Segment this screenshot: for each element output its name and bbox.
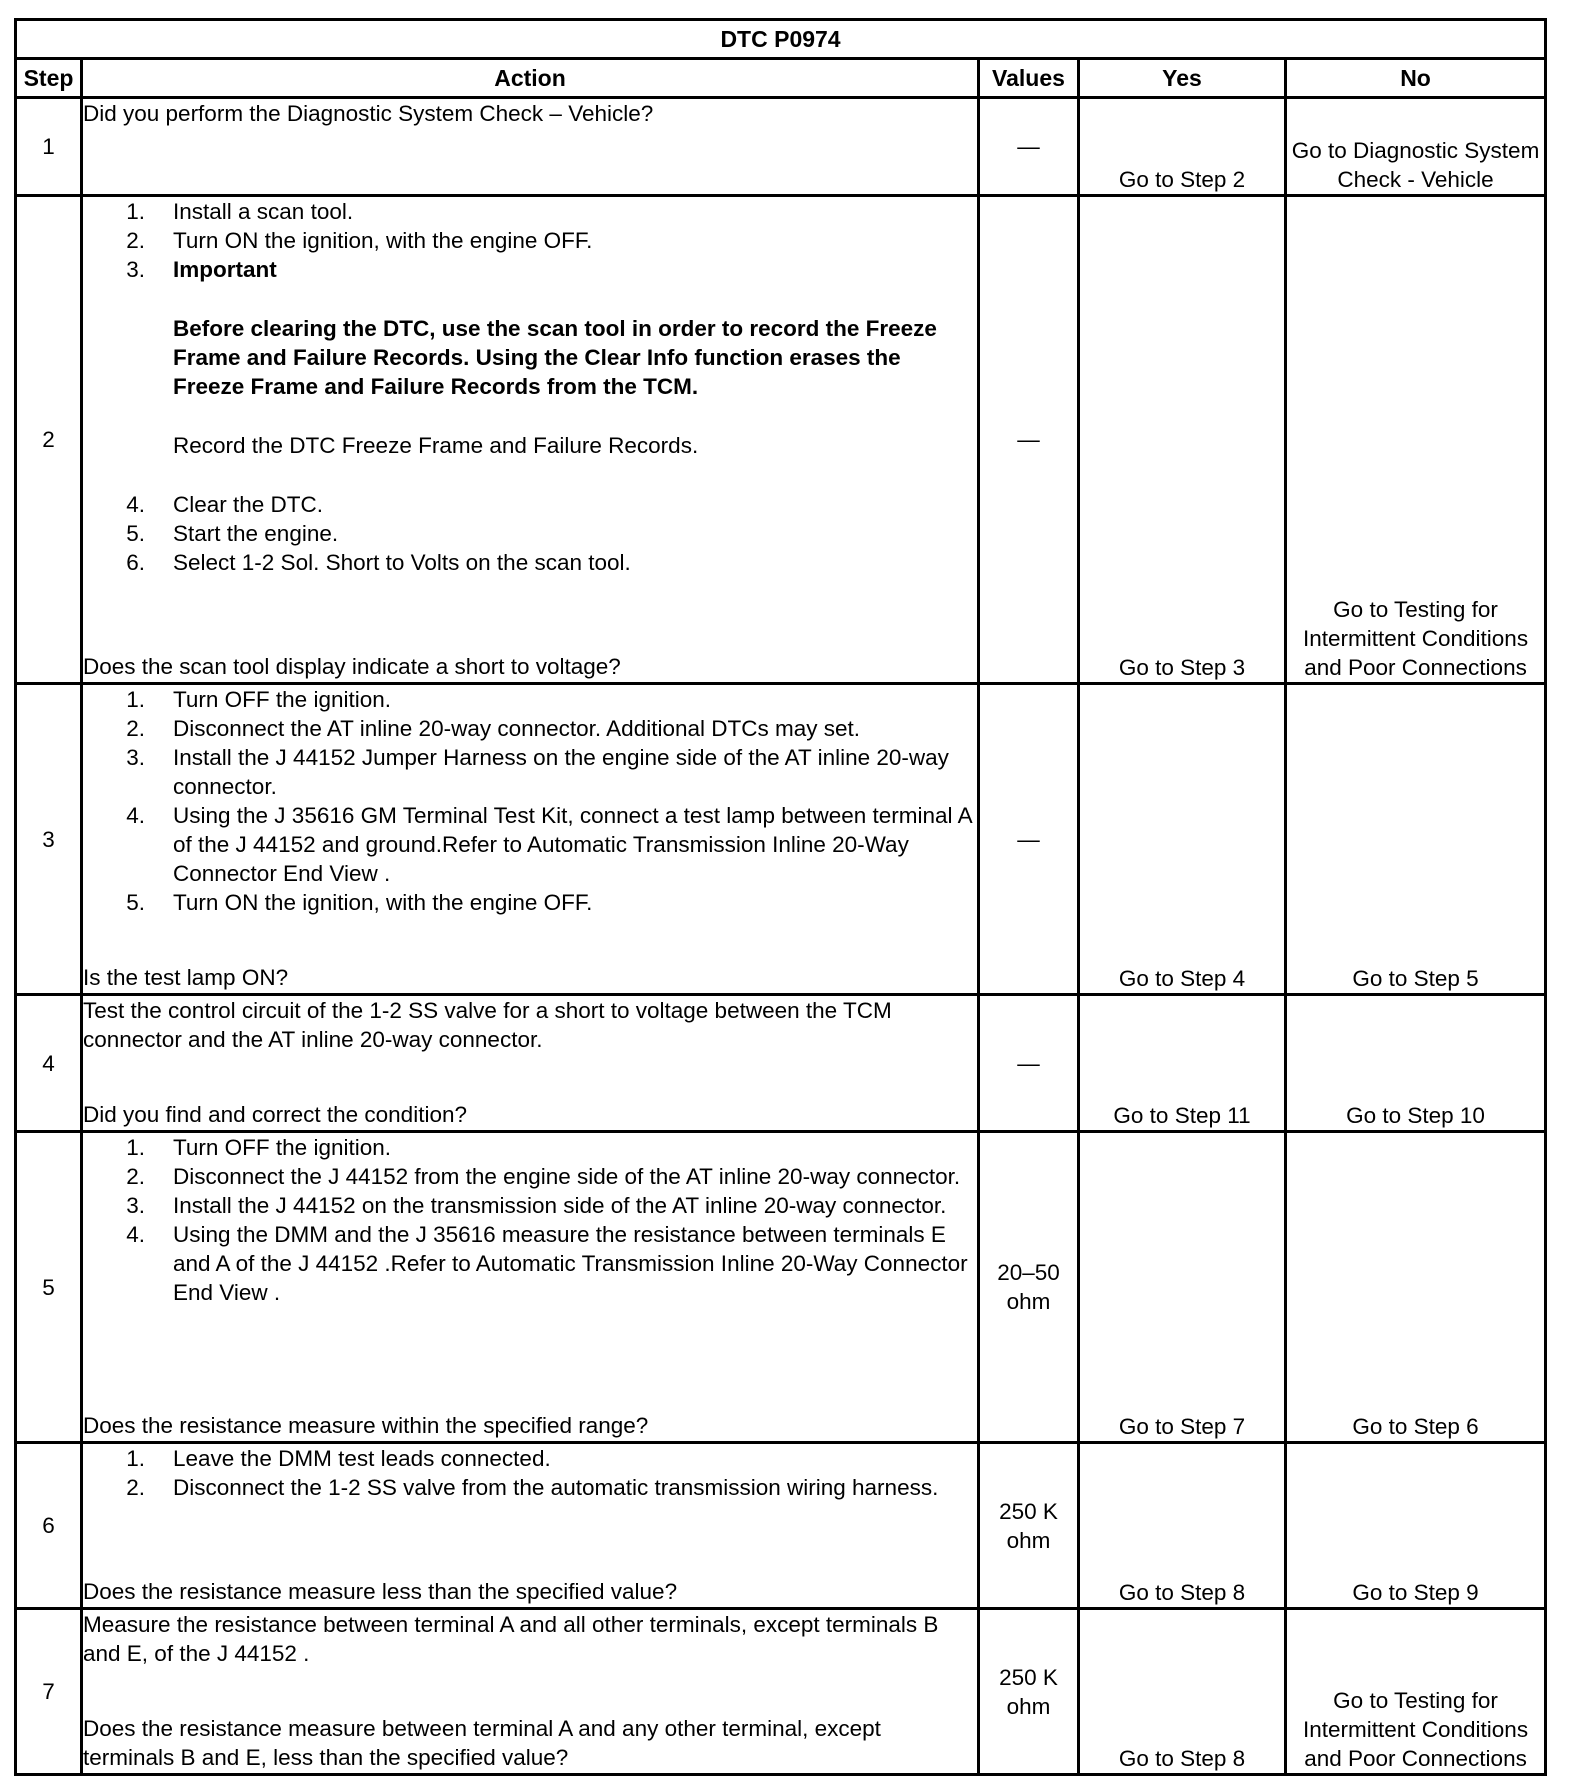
header-yes: Yes [1079, 59, 1286, 98]
list-item: 5. Start the engine. [126, 521, 339, 546]
list-item: 3. Important [126, 257, 277, 282]
step-number: 7 [16, 1609, 82, 1775]
table-row [16, 1132, 1546, 1443]
yes-cell: Go to Step 3 [1079, 196, 1286, 684]
no-cell: Go to Step 6 [1286, 1132, 1546, 1443]
header-no: No [1286, 59, 1546, 98]
step-list [83, 197, 977, 284]
value-cell: 250 K ohm [979, 1609, 1079, 1775]
step-number: 5 [16, 1132, 82, 1443]
action-intro: Measure the resistance between terminal A and all other terminals, except terminals B and E, of the J 44152 . [83, 1612, 939, 1666]
no-cell: Go to Testing for Intermittent Conditions and Poor Connections [1286, 1609, 1546, 1775]
table-row [16, 196, 1546, 684]
table-row [16, 684, 1546, 995]
list-item: 3. Install the J 44152 Jumper Harness on the engine side of the AT inline 20-way connector. [126, 745, 949, 799]
no-cell: Go to Step 9 [1286, 1443, 1546, 1609]
list-item: 2. Disconnect the J 44152 from the engine side of the AT inline 20-way connector. [126, 1164, 961, 1189]
yes-cell: Go to Step 8 [1079, 1443, 1286, 1609]
table-title: DTC P0974 [16, 20, 1546, 59]
step-number: 2 [16, 196, 82, 684]
action-cell [82, 1443, 979, 1609]
list-item: 2. Disconnect the AT inline 20-way connector. Additional DTCs may set. [126, 716, 861, 741]
important-note [83, 284, 977, 490]
header-step: Step [16, 59, 82, 98]
step-number: 6 [16, 1443, 82, 1609]
action-question: Is the test lamp ON? [83, 965, 289, 990]
action-question: Does the resistance measure within the specified range? [83, 1413, 649, 1438]
step-list [83, 685, 977, 917]
step-list [83, 490, 977, 577]
action-question: Does the resistance measure between terminal A and any other terminal, except terminals B and E, less than the specified value? [83, 1716, 881, 1770]
header-values: Values [979, 59, 1079, 98]
value-cell: — [979, 684, 1079, 995]
list-item: 1. Turn OFF the ignition. [126, 687, 392, 712]
table-row [16, 1609, 1546, 1775]
action-cell [82, 1132, 979, 1443]
action-intro: Test the control circuit of the 1-2 SS valve for a short to voltage between the TCM connector and the AT inline 20-way connector. [83, 998, 892, 1052]
important-instruction: Record the DTC Freeze Frame and Failure Records. [173, 433, 699, 458]
step-number: 1 [16, 98, 82, 196]
action-cell [82, 1609, 979, 1775]
step-list [83, 1133, 977, 1307]
action-question: Does the scan tool display indicate a short to voltage? [83, 654, 621, 679]
header-row [16, 59, 1546, 98]
list-item: 5. Turn ON the ignition, with the engine OFF. [126, 890, 593, 915]
yes-cell: Go to Step 11 [1079, 995, 1286, 1132]
action-intro: Did you perform the Diagnostic System Check – Vehicle? [83, 101, 654, 126]
action-cell [82, 98, 979, 196]
list-item: 4. Using the DMM and the J 35616 measure the resistance between terminals E and A of the J 44152 .Refer to Automatic Transmission Inline 20-Way Connector End View . [126, 1222, 968, 1305]
table-row [16, 98, 1546, 196]
list-item: 4. Using the J 35616 GM Terminal Test Kit, connect a test lamp between terminal A of the J 44152 and ground.Refer to Automatic Transmission Inline 20-Way Connector End View . [126, 803, 972, 886]
dtc-table [14, 18, 1547, 1776]
yes-cell: Go to Step 4 [1079, 684, 1286, 995]
no-cell: Go to Step 10 [1286, 995, 1546, 1132]
list-item: 2. Disconnect the 1-2 SS valve from the automatic transmission wiring harness. [126, 1475, 939, 1500]
list-item: 4. Clear the DTC. [126, 492, 324, 517]
yes-cell: Go to Step 8 [1079, 1609, 1286, 1775]
list-item: 6. Select 1-2 Sol. Short to Volts on the scan tool. [126, 550, 631, 575]
step-number: 3 [16, 684, 82, 995]
list-item: 3. Install the J 44152 on the transmission side of the AT inline 20-way connector. [126, 1193, 947, 1218]
table-row [16, 995, 1546, 1132]
step-list [83, 1444, 977, 1502]
action-cell [82, 684, 979, 995]
list-item: 2. Turn ON the ignition, with the engine OFF. [126, 228, 593, 253]
list-item: 1. Leave the DMM test leads connected. [126, 1446, 551, 1471]
action-question: Does the resistance measure less than the specified value? [83, 1579, 678, 1604]
action-cell [82, 995, 979, 1132]
header-action: Action [82, 59, 979, 98]
table-row [16, 1443, 1546, 1609]
value-cell: — [979, 995, 1079, 1132]
action-question: Did you find and correct the condition? [83, 1102, 467, 1127]
no-cell: Go to Step 5 [1286, 684, 1546, 995]
value-cell: — [979, 98, 1079, 196]
list-item: 1. Install a scan tool. [126, 199, 354, 224]
action-cell [82, 196, 979, 684]
yes-cell: Go to Step 2 [1079, 98, 1286, 196]
yes-cell: Go to Step 7 [1079, 1132, 1286, 1443]
value-cell: 250 K ohm [979, 1443, 1079, 1609]
value-cell: 20–50 ohm [979, 1132, 1079, 1443]
important-warning: Before clearing the DTC, use the scan tool in order to record the Freeze Frame and Failure Records. Using the Clear Info function erases the Freeze Frame and Failure Records from the TCM. [173, 316, 937, 399]
no-cell: Go to Testing for Intermittent Conditions and Poor Connections [1286, 196, 1546, 684]
value-cell: — [979, 196, 1079, 684]
list-item: 1. Turn OFF the ignition. [126, 1135, 392, 1160]
no-cell: Go to Diagnostic System Check - Vehicle [1286, 98, 1546, 196]
step-number: 4 [16, 995, 82, 1132]
